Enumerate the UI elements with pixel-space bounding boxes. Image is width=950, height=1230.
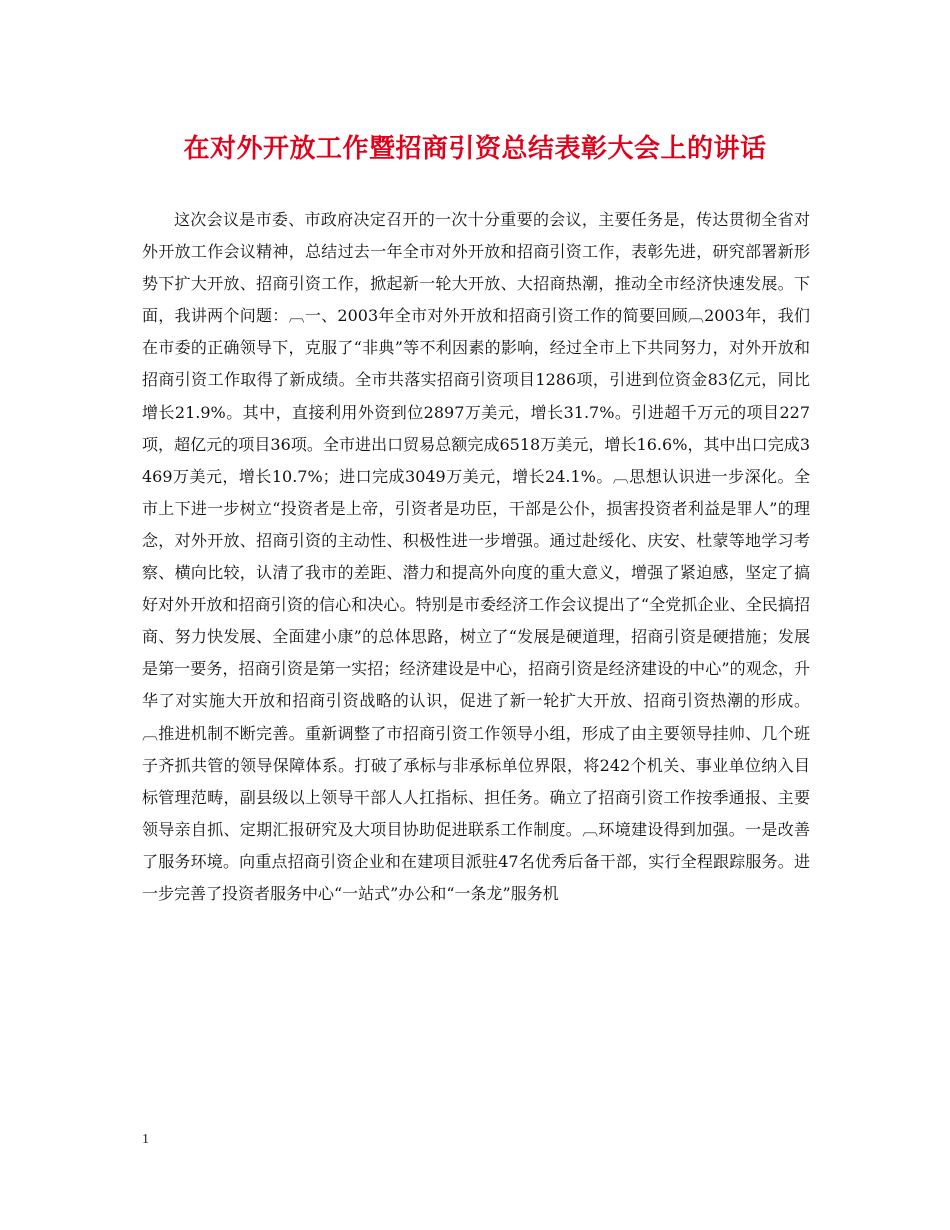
document-title: 在对外开放工作暨招商引资总结表彰大会上的讲话 xyxy=(183,134,767,164)
body-paragraph: 这次会议是市委、市政府决定召开的一次十分重要的会议，主要任务是，传达贯彻全省对外开放工作会议精神，总结过去一年全市对外开放和招商引资工作，表彰先进，研究部署新形势下扩大开放、招商引资工作，掀起新一轮大开放、大招商热潮，推动全市经济快速发展。下面，我讲两个问题：︹一、2003年全市对外开放和招商引资工作的简要回顾︹2003年，我们在市委的正确领导下，克服了“非典”等不利因素的影响，经过全市上下共同努力，对外开放和招商引资工作取得了新成绩。全市共落实招商引资项目1286项，引进到位资金83亿元，同比增长21.9%。其中，直接利用外资到位2897万美元，增长31.7%。引进超千万元的项目227项，超亿元的项目36项。全市进出口贸易总额完成6518万美元，增长16.6%，其中出口完成3469万美元，增长10.7%；进口完成3049万美元，增长24.1%。︹思想认识进一步深化。全市上下进一步树立“投资者是上帝，引资者是功臣，干部是公仆，损害投资者利益是罪人”的理念，对外开放、招商引资的主动性、积极性进一步增强。通过赴绥化、庆安、杜蒙等地学习考察、横向比较，认清了我市的差距、潜力和提高外向度的重大意义，增强了紧迫感，坚定了搞好对外开放和招商引资的信心和决心。特别是市委经济工作会议提出了“全党抓企业、全民搞招商、努力快发展、全面建小康”的总体思路，树立了“发展是硬道理，招商引资是硬措施；发展是第一要务，招商引资是第一实招；经济建设是中心，招商引资是经济建设的中心”的观念，升华了对实施大开放和招商引资战略的认识，促进了新一轮扩大开放、招商引资热潮的形成。︹推进机制不断完善。重新调整了市招商引资工作领导小组，形成了由主要领导挂帅、几个班子齐抓共管的领导保障体系。打破了承标与非承标单位界限，将242个机关、事业单位纳入目标管理范畴，副县级以上领导干部人人扛指标、担任务。确立了招商引资工作按季通报、主要领导亲自抓、定期汇报研究及大项目协助促进联系工作制度。︹环境建设得到加强。一是改善了服务环境。向重点招商引资企业和在建项目派驻47名优秀后备干部，实行全程跟踪服务。进一步完善了投资者服务中心“一站式”办公和“一条龙”服务机 xyxy=(142,210,810,903)
page-number: 1 xyxy=(142,1132,149,1147)
